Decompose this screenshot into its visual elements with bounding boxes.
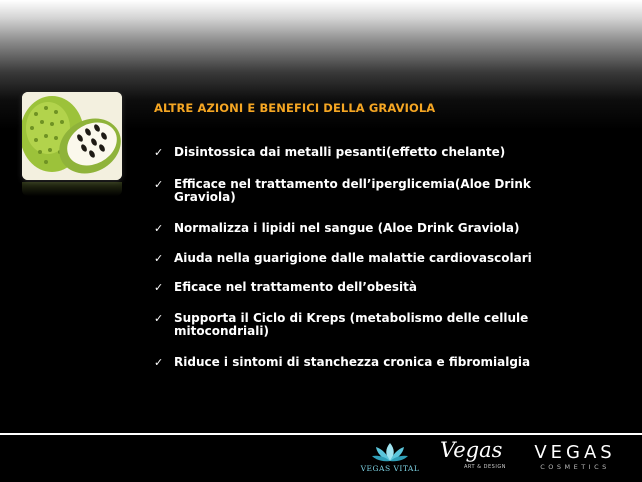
- footer-divider: [0, 433, 642, 435]
- logo-cosmetics-main: VEGAS: [534, 442, 616, 463]
- lotus-icon: [372, 441, 408, 463]
- slide-title: ALTRE AZIONI E BENEFICI DELLA GRAVIOLA: [154, 101, 436, 115]
- list-item: [154, 312, 574, 338]
- list-item: [154, 281, 574, 294]
- logo-script-text: Vegas: [440, 438, 503, 462]
- logo-script-sub: ART & DESIGN: [464, 464, 506, 470]
- list-item: [154, 252, 574, 265]
- check-icon: ✓: [154, 356, 164, 369]
- check-icon: ✓: [154, 146, 164, 159]
- list-item: [154, 146, 574, 159]
- check-icon: ✓: [154, 178, 164, 191]
- logo-vital-text: VEGAS VITAL: [360, 464, 420, 473]
- logo-vegas-cosmetics: [516, 443, 634, 475]
- benefit-text: Eficace nel trattamento dell’obesità: [174, 280, 417, 294]
- check-icon: ✓: [154, 312, 164, 325]
- list-item: [154, 178, 574, 204]
- benefit-text: Disintossica dai metalli pesanti(effetto chelante): [174, 145, 506, 159]
- list-item: [154, 356, 574, 369]
- image-reflection: [22, 182, 122, 196]
- logo-vegas-script: [436, 438, 506, 474]
- logo-cosmetics-sub: COSMETICS: [540, 463, 610, 471]
- benefit-text: Normalizza i lipidi nel sangue (Aloe Drink Graviola): [174, 221, 520, 235]
- benefit-text: Efficace nel trattamento dell’iperglicemia(Aloe Drink Graviola): [174, 177, 531, 204]
- benefit-text: Supporta il Ciclo di Kreps (metabolismo delle cellule mitocondriali): [174, 311, 529, 338]
- benefit-text: Riduce i sintomi di stanchezza cronica e fibromialgia: [174, 355, 531, 369]
- check-icon: ✓: [154, 222, 164, 235]
- check-icon: ✓: [154, 252, 164, 265]
- logo-vegas-vital: [352, 441, 428, 475]
- benefit-text: Aiuda nella guarigione dalle malattie cardiovascolari: [174, 251, 532, 265]
- graviola-fruit-image: [22, 92, 122, 180]
- check-icon: ✓: [154, 281, 164, 294]
- list-item: [154, 222, 574, 235]
